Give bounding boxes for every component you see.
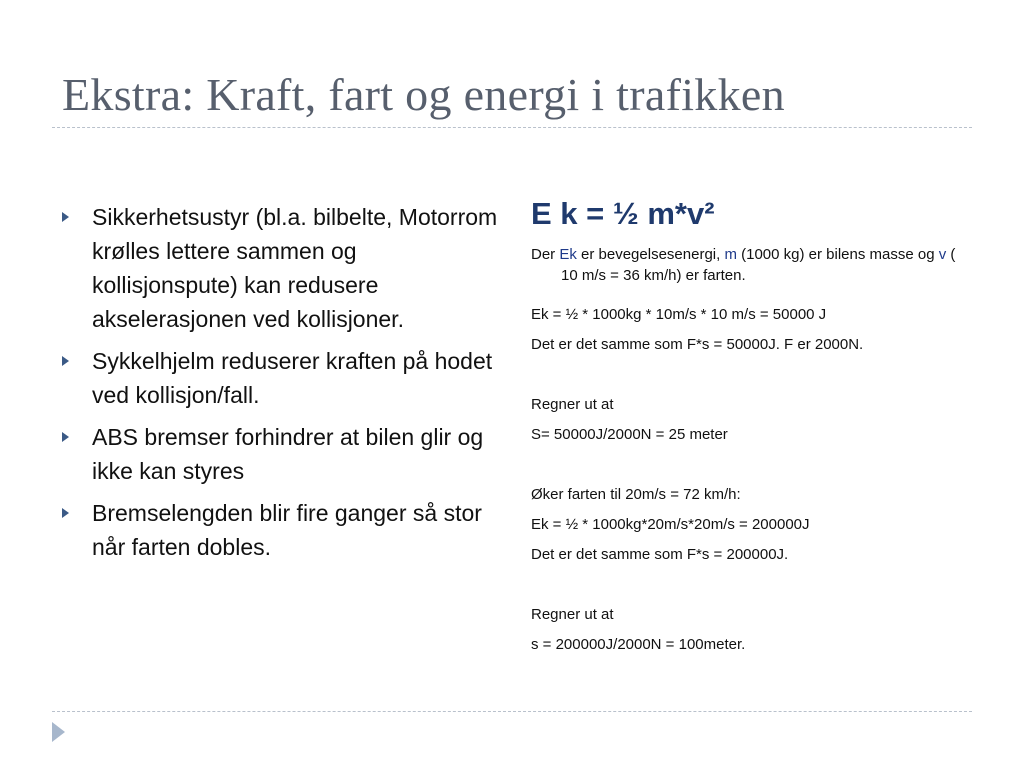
kinetic-energy-formula: E k = ½ m*v²: [531, 196, 715, 231]
mass-symbol: m: [724, 246, 737, 263]
calc-line: s = 200000J/2000N = 100meter.: [531, 636, 746, 653]
definition-text: er bevegelsesenergi,: [576, 246, 725, 263]
calc-line: Øker farten til 20m/s = 72 km/h:: [531, 486, 741, 503]
definition-text: Der: [531, 246, 560, 263]
velocity-symbol: v: [938, 246, 947, 263]
slide-title: Ekstra: Kraft, fart og energi i trafikken: [62, 69, 785, 120]
calc-line: Det er det samme som F*s = 200000J.: [531, 546, 789, 563]
paragraph-spacer: [531, 455, 976, 485]
bullet-arrow-icon: [62, 432, 69, 442]
calculation-column: [531, 194, 976, 665]
calc-line: Det er det samme som F*s = 50000J. F er 2000N.: [531, 336, 864, 353]
bullet-text: ABS bremser forhindrer at bilen glir og ikke kan styres: [92, 424, 484, 484]
footer-divider: [52, 711, 972, 712]
bullet-arrow-icon: [62, 356, 69, 366]
calc-line: Regner ut at: [531, 396, 614, 413]
definition-text: (1000 kg) er bilens masse og: [736, 246, 939, 263]
bullet-item: [62, 200, 502, 336]
bullet-list: [62, 200, 502, 564]
calc-line: Regner ut at: [531, 606, 614, 623]
paragraph-spacer: [531, 365, 976, 395]
bullet-item: [62, 420, 502, 488]
bullet-text: Sikkerhetsustyr (bl.a. bilbelte, Motorrom krølles lettere sammen og kollisjonspute) kan redusere akselerasjonen ved kollisjoner.: [92, 204, 498, 332]
bullet-text: Bremselengden blir fire ganger så stor når farten dobles.: [92, 500, 482, 560]
calc-line: S= 50000J/2000N = 25 meter: [531, 426, 728, 443]
bullet-arrow-icon: [62, 212, 69, 222]
bullet-column: [62, 200, 502, 572]
title-divider: [52, 127, 972, 128]
next-slide-icon[interactable]: [52, 722, 65, 742]
definition-text: ( 10 m/s = 36 km/h) er farten.: [561, 246, 956, 284]
calc-line: Ek = ½ * 1000kg*20m/s*20m/s = 200000J: [531, 516, 810, 533]
paragraph-spacer: [531, 575, 976, 605]
bullet-item: [62, 496, 502, 564]
bullet-arrow-icon: [62, 508, 69, 518]
formula-definition: [531, 244, 976, 286]
ek-symbol: Ek: [559, 246, 577, 263]
bullet-item: [62, 344, 502, 412]
bullet-text: Sykkelhjelm reduserer kraften på hodet ved kollisjon/fall.: [92, 348, 493, 408]
calc-line: Ek = ½ * 1000kg * 10m/s * 10 m/s = 50000 J: [531, 306, 827, 323]
